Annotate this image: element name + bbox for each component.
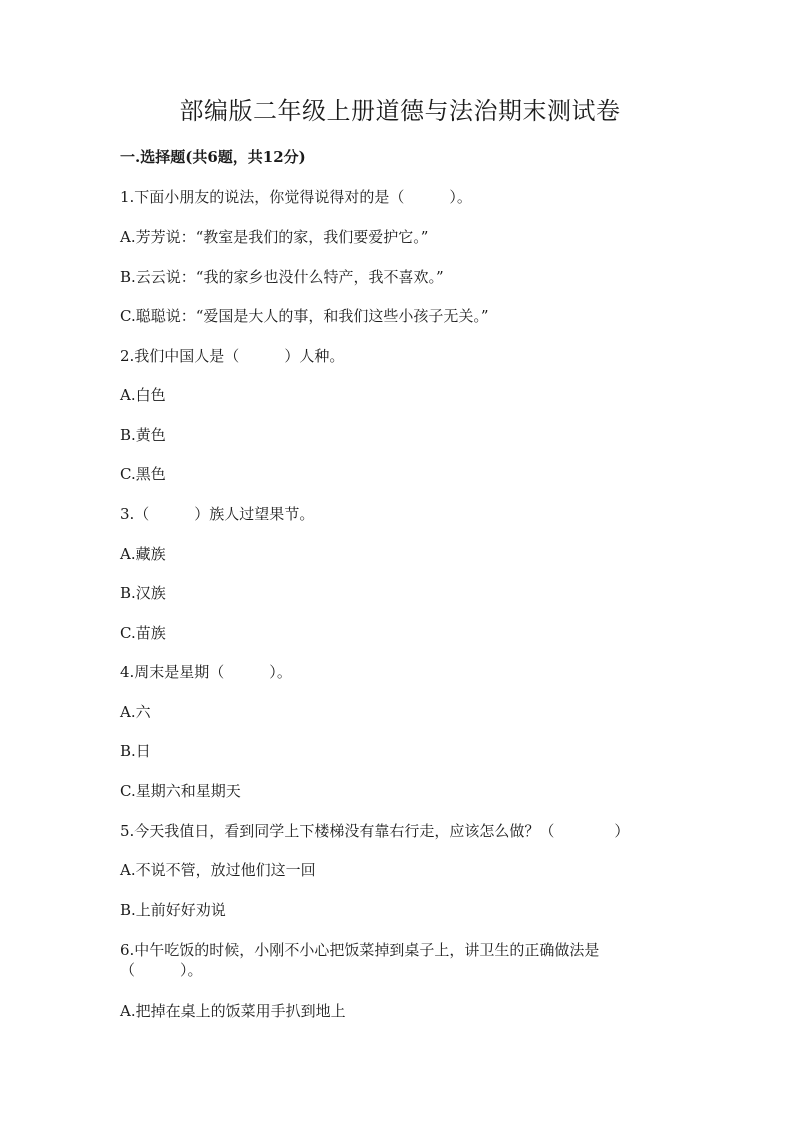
question-2-option-b: B.黄色: [120, 426, 166, 444]
question-3-option-c: C.苗族: [120, 624, 166, 642]
question-1-stem: 1.下面小朋友的说法，你觉得说得对的是（ ）。: [120, 188, 472, 206]
question-1-option-c: C.聪聪说：“爱国是大人的事，和我们这些小孩子无关。”: [120, 307, 489, 325]
question-5-stem: 5.今天我值日，看到同学上下楼梯没有靠右行走，应该怎么做？（ ）: [120, 822, 630, 840]
question-2-option-c: C.黑色: [120, 465, 166, 483]
question-2-option-a: A.白色: [120, 386, 166, 404]
question-4-option-c: C.星期六和星期天: [120, 782, 241, 800]
section-heading: 一.选择题(共6题，共12分): [120, 148, 306, 166]
question-5-option-a: A.不说不管，放过他们这一回: [120, 861, 316, 879]
question-1-option-a: A.芳芳说：“教室是我们的家，我们要爱护它。”: [120, 228, 429, 246]
question-6-option-a: A.把掉在桌上的饭菜用手扒到地上: [120, 1002, 346, 1020]
question-6-stem: 6.中午吃饭的时候，小刚不小心把饭菜掉到桌子上，讲卫生的正确做法是（ ）。: [120, 941, 600, 979]
question-5-option-b: B.上前好好劝说: [120, 901, 226, 919]
question-3-option-b: B.汉族: [120, 584, 166, 602]
question-3-option-a: A.藏族: [120, 545, 166, 563]
question-4-option-b: B.日: [120, 742, 151, 760]
question-1-option-b: B.云云说：“我的家乡也没什么特产，我不喜欢。”: [120, 268, 444, 286]
question-2-stem: 2.我们中国人是（ ）人种。: [120, 347, 345, 365]
page-title: 部编版二年级上册道德与法治期末测试卷: [179, 97, 621, 125]
question-4-stem: 4.周末是星期（ ）。: [120, 663, 292, 681]
question-4-option-a: A.六: [120, 703, 151, 721]
question-3-stem: 3.（ ）族人过望果节。: [120, 505, 315, 523]
